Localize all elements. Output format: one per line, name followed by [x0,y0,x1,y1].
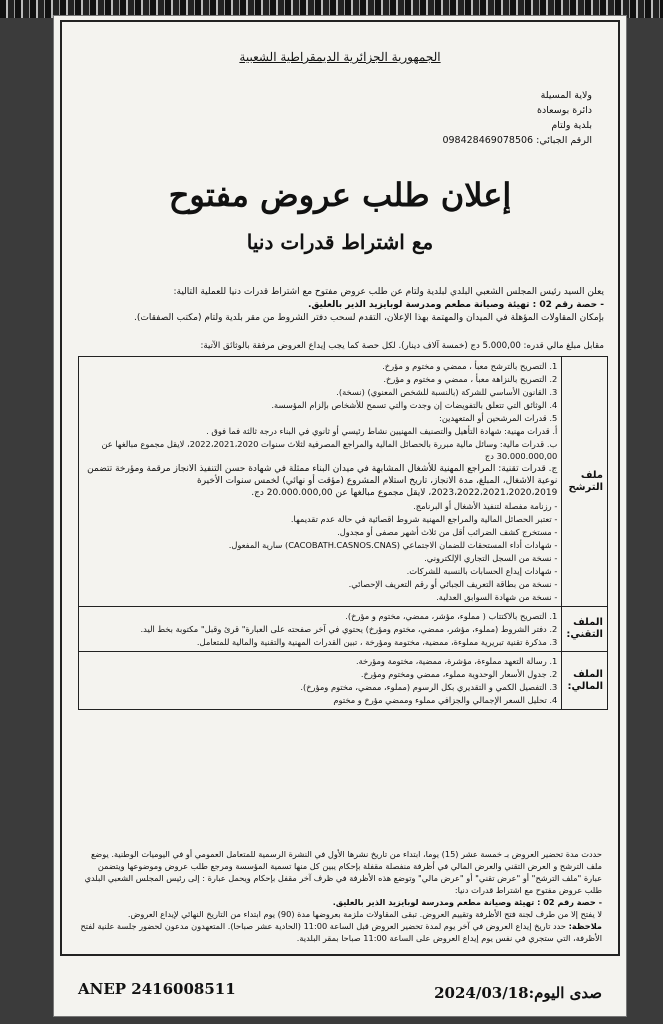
list-item: - شهادات أداء المستحقات للضمان الاجتماعي (CACOBATH.CASNOS.CNAS) سارية المفعول. [228,540,558,550]
list-item: 4. الوثائق التي تتعلق بالتفويضات إن وجدت والتي تسمح للأشخاص بإلزام المؤسسة. [271,400,558,410]
main-title: إعلان طلب عروض مفتوح [168,176,512,214]
intro-paragraph: يعلن السيد رئيس المجلس الشعبي البلدي لبلدية ولتام عن طلب عروض مفتوح مع اشتراط قدرات دنيا للعملية التالية: [173,287,604,297]
list-item: 4. تحليل السعر الإجمالي والجزافي مملوء وممضي مؤرخ و مختوم [333,695,558,705]
daira: دائرة بوسعادة [537,105,592,116]
tax-id-row [442,133,592,148]
tax-id-label: الرقم الجبائي: [536,135,592,146]
publication-date: صدى اليوم:2024/03/18 [434,984,602,1002]
fee-line: مقابل مبلغ مالي قدره: 5.000,00 دج (خمسة آلاف دينار). لكل حصة كما يجب إيداع العروض مرفقة بالوثائق الآتية: [200,341,604,351]
announcement-page [54,16,626,1016]
financial-items [79,652,562,710]
financial-label: الملف المالي: [562,652,608,710]
list-item: أ. قدرات مهنية: شهادة التأهيل والتصنيف المهنيين نشاط رئيسي أو ثانوي في البناء درجة ثالثة فما فوق . [206,426,558,436]
tax-id: 098428469078506 [442,135,534,146]
conditions-paragraph: حددت مدة تحضير العروض بـ خمسة عشر (15) يوما، ابتداء من تاريخ نشرها الأول في النشرة الرسمية للمتعامل العمومي أو في اليوميات الوطنية. يوضع ملف الترشح و العرض التقني والعرض المالي في أظرفة منفصلة مقفلة بإحكام يبين كل منها تسمية المؤسسة ومرجع طلب عروض وموضوعها ويتضمن عبارة "ملف الترشح" أو "عرض تقني" أو "عرض مالي" وتوضع هذه الأظرفة في ظرف آخر مقفل بإحكام ويحمل عبارة : إلى رئيس المجلس الشعبي البلدي طلب عروض مفتوح مع اشتراط قدرات دنيا: [84,849,602,895]
note-text: حدد تاريخ إيداع العروض في آخر يوم لمدة تحضير العروض قبل الساعة 11:00 (الحادية عشر صباحا). المتعهدون مدعون لحضور جلسة علنية لفتح الأظرفة، التي ستجري في نفس يوم إيداع العروض على الساعة 11:00 صباحا بمقر البلدية. [80,921,602,943]
candidature-row [79,357,608,607]
candidature-label: ملف الترشح [562,357,608,607]
list-item: 1. التصريح بالترشح معبأ ، ممضي و مختوم و مؤرخ. [382,361,558,371]
list-item: ج. قدرات تقنية: المراجع المهنية للأشغال المشابهة في ميدان البناء ممثلة في شهادة حسن التنفيذ الانجاز مرقمة ومؤرخة تتضمن نوعية الاشغال، المبلغ، مدة الانجاز، تاريخ استلام المشروع (مؤقت أو نهائي) لخمس سنوات الأخيرة 2023،2022،2021،2020،2019، لايقل مجموع مبالغها عن 20.000.000,00 دج. [87,464,558,498]
technical-items [79,607,562,652]
wilaya: ولاية المسيلة [540,90,592,101]
list-item: - نسخة من بطاقة التعريف الجبائي أو رقم التعريف الإحصائي. [348,579,558,589]
candidature-items [79,357,562,607]
intro-lot: - حصة رقم 02 : تهيئة وصيانة مطعم ومدرسة لوبايزيد الذير بالعليق. [307,300,604,310]
page-footer [78,966,602,1010]
list-item: 3. القانون الأساسي للشركة (بالنسبة للشخص المعنوي) (نسخة). [336,387,558,397]
list-item: - نسخة من شهادة السوابق العدلية. [436,592,558,602]
republic-header: الجمهورية الجزائرية الديمقراطية الشعبية [239,50,441,64]
conditions-lot: - حصة رقم 02 : تهيئة وصيانة مطعم ومدرسة لوبايزيد الذير بالعليق. [332,897,602,907]
anep-reference: ANEP 2416008511 [78,980,236,998]
list-item: - مستخرج كشف الضرائب أقل من ثلاث أشهر مصفى أو مجدول. [337,527,558,537]
note-label: ملاحظة: [568,921,602,931]
intro-withdrawal: بإمكان المقاولات المؤهلة في الميدان والمهتمة بهذا الإعلان، التقدم لسحب دفتر الشروط من مقر بلدية ولتام (مكتب الصفقات). [134,313,604,323]
technical-row [79,607,608,652]
list-item: 3. التفصيل الكمي و التقديري بكل الرسوم (مملوء، ممضي، مختوم ومؤرخ). [300,682,558,692]
list-item: - نسخة من السجل التجاري الإلكتروني. [424,553,558,563]
list-item: 3. مذكرة تقنية تبريرية مملوءة، ممضية، مختومة ومؤرخة ، تبين القدرات المهنية والتقنية والمالية للمتعامل. [196,637,558,647]
required-documents-table [78,356,608,710]
list-item: ب. قدرات مالية: وسائل مالية مبررة بالحصائل المالية والمراجع المصرفية لثلاث سنوات 2022،2021،2020، لايقل مجموع مبالغها عن 30.000.000,00 دج [101,439,558,461]
note-row [78,920,602,944]
list-item: - رزنامة مفصلة لتنفيذ الأشغال أو البرنامج. [413,501,558,511]
list-item: 1. التصريح بالاكتتاب ( مملوء، مؤشر، ممضي، مختوم و مؤرخ). [345,611,558,621]
intro-block [84,286,604,325]
submission-conditions [78,848,602,944]
technical-label: الملف التقني: [562,607,608,652]
financial-row [79,652,608,710]
list-item: 2. جدول الأسعار الوحدوية مملوء، ممضي ومختوم ومؤرخ. [360,669,558,679]
sub-title: مع اشتراط قدرات دنيا [246,230,434,254]
list-item: 1. رسالة التعهد مملوءة، مؤشرة، ممضية، مختومة ومؤرخة. [355,656,558,666]
list-item: 2. دفتر الشروط (مملوء، مؤشر، ممضي، مختوم ومؤرخ) يحتوي في آخر صفحته على العبارة" قرئ وقبل" مكتوبة بخط اليد. [140,624,558,634]
list-item: - شهادات إيداع الحسابات بالنسبة للشركات. [406,566,558,576]
list-item: - تعتبر الحصائل المالية والمراجع المهنية شروط اقصائية في حالة عدم تقديمها. [290,514,558,524]
list-item: 2. التصريح بالنزاهة معبأ ، ممضي و مختوم و مؤرخ. [383,374,558,384]
validity-paragraph: لا يفتح إلا من طرف لجنة فتح الأظرفة وتقييم العروض. تبقى المقاولات ملزمة بعروضها مدة (90) يوم ابتداء من التاريخ النهائي لإيداع العروض. [127,909,602,919]
administration-block [442,88,592,148]
list-item: 5. قدرات المرشحين أو المتعهدين: [439,413,558,423]
commune: بلدية ولتام [551,120,592,131]
